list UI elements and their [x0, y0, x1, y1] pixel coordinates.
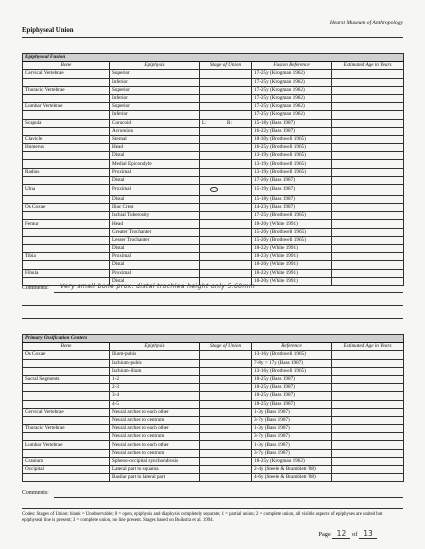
stage-cell[interactable]	[200, 127, 252, 135]
bone-cell	[23, 160, 110, 168]
bone-cell	[23, 359, 110, 367]
epiphysis-cell: Head	[110, 144, 200, 152]
age-cell[interactable]	[332, 457, 404, 465]
stage-cell[interactable]	[200, 228, 252, 236]
stage-cell[interactable]	[200, 400, 252, 408]
reference-cell: 13-19y (Brothwell 1965)	[252, 152, 332, 160]
epiphysis-cell: Medial Epicondyle	[110, 160, 200, 168]
table-row	[23, 457, 404, 465]
epiphysis-cell: Neural arches to centrum	[110, 433, 200, 441]
epiphysis-cell: Inferior	[110, 94, 200, 102]
reference-cell: 1-3y (Bass 1987)	[252, 408, 332, 416]
bone-cell: Radius	[23, 168, 110, 176]
epiphysis-cell: Distal	[110, 152, 200, 160]
table-row	[23, 359, 404, 367]
reference-cell: 18-20y (White 1991)	[252, 261, 332, 269]
handwritten-zero-mark	[210, 187, 218, 192]
epiphysis-cell: Neural arches to centrum	[110, 416, 200, 424]
epiphysis-cell: Basilar part to lateral part	[110, 474, 200, 482]
table-row	[23, 204, 404, 212]
epiphysis-cell: Proximal	[110, 168, 200, 176]
reference-cell: 18-23y (White 1991)	[252, 253, 332, 261]
epiphysis-cell: Superior	[110, 70, 200, 78]
reference-cell: 18-25y (Krogman 1962)	[252, 457, 332, 465]
stage-cell[interactable]	[200, 392, 252, 400]
table-row	[23, 176, 404, 184]
stage-cell[interactable]	[200, 185, 252, 196]
epiphysis-cell: 3-4	[110, 392, 200, 400]
epiphysis-cell: 2-3	[110, 384, 200, 392]
stage-cell[interactable]	[200, 245, 252, 253]
epiphysis-cell: Proximal	[110, 269, 200, 277]
age-cell[interactable]	[332, 103, 404, 111]
stage-cell[interactable]	[200, 474, 252, 482]
reference-cell: 18-30y (Brothwell 1965)	[252, 135, 332, 143]
stage-cell[interactable]	[200, 204, 252, 212]
age-cell[interactable]	[332, 367, 404, 375]
epiphysis-cell: Neural arches to each other	[110, 425, 200, 433]
column-header-row	[23, 343, 404, 351]
age-cell[interactable]	[332, 441, 404, 449]
bone-cell: Clavicle	[23, 135, 110, 143]
reference-cell: 17-25y (Krogman 1962)	[252, 111, 332, 119]
bone-cell	[23, 195, 110, 203]
age-cell[interactable]	[332, 119, 404, 127]
epiphysis-cell: Inferior	[110, 111, 200, 119]
stage-cell[interactable]	[200, 220, 252, 228]
table-row	[23, 433, 404, 441]
reference-cell: 15-18y (Bass 1987)	[252, 119, 332, 127]
bone-cell	[23, 449, 110, 457]
stage-cell[interactable]	[200, 111, 252, 119]
bone-cell: Os Coxae	[23, 204, 110, 212]
bone-cell	[23, 400, 110, 408]
age-cell[interactable]	[332, 433, 404, 441]
comments-label-2: Comments:	[22, 490, 49, 496]
reference-cell: 17-20y (Bass 1987)	[252, 176, 332, 184]
bone-cell: Occipital	[23, 466, 110, 474]
reference-cell: 18-25y (Bass 1987)	[252, 384, 332, 392]
table-row	[23, 367, 404, 375]
epiphysis-cell: Coracoid	[110, 119, 200, 127]
age-cell[interactable]	[332, 277, 404, 285]
table-row	[23, 135, 404, 143]
age-cell[interactable]	[332, 212, 404, 220]
stage-cell[interactable]	[200, 135, 252, 143]
table-row	[23, 152, 404, 160]
handwritten-comment: Very small bone prox. distal trochlea height only 5.60mm	[60, 283, 256, 290]
reference-cell: 3-7y (Bass 1987)	[252, 416, 332, 424]
age-cell[interactable]	[332, 228, 404, 236]
table-row	[23, 392, 404, 400]
bone-cell	[23, 261, 110, 269]
age-cell[interactable]	[332, 359, 404, 367]
age-cell[interactable]	[332, 236, 404, 244]
bone-cell	[23, 245, 110, 253]
stage-cell[interactable]	[200, 425, 252, 433]
age-cell[interactable]	[332, 253, 404, 261]
primary-ossification-table	[22, 334, 404, 482]
stage-right-mark: R:	[227, 119, 232, 126]
age-cell[interactable]	[332, 204, 404, 212]
age-cell[interactable]	[332, 70, 404, 78]
reference-cell: 17-25y (Krogman 1962)	[252, 78, 332, 86]
age-cell[interactable]	[332, 176, 404, 184]
epiphysis-cell: Acromion	[110, 127, 200, 135]
section-title: Primary Ossification Centers	[23, 335, 404, 343]
age-cell[interactable]	[332, 449, 404, 457]
col-header-stage: Stage of Union	[200, 343, 252, 351]
bone-cell	[23, 392, 110, 400]
epiphysis-cell: Distal	[110, 195, 200, 203]
age-cell[interactable]	[332, 384, 404, 392]
reference-cell: 13-16y (Brothwell 1965)	[252, 367, 332, 375]
bone-cell: Scapula	[23, 119, 110, 127]
section-header-row	[23, 54, 404, 62]
comments-label: Comments:	[22, 285, 49, 291]
age-cell[interactable]	[332, 245, 404, 253]
bone-cell	[23, 474, 110, 482]
table-row	[23, 103, 404, 111]
stage-cell[interactable]	[200, 236, 252, 244]
stage-cell[interactable]	[200, 269, 252, 277]
age-cell[interactable]	[332, 144, 404, 152]
bone-cell: Lumbar Vertebrae	[23, 441, 110, 449]
stage-left-mark: L:	[202, 119, 207, 126]
reference-cell: 18-25y (Bass 1987)	[252, 392, 332, 400]
reference-cell: 3-7y (Bass 1987)	[252, 449, 332, 457]
epiphysis-cell: 1-2	[110, 375, 200, 383]
stage-cell[interactable]	[200, 119, 252, 127]
epiphysis-cell: Distal	[110, 261, 200, 269]
epiphysis-cell: Ischium-pubis	[110, 359, 200, 367]
stage-cell[interactable]	[200, 466, 252, 474]
epiphysis-cell: Distal	[110, 277, 200, 285]
reference-cell: 18-22y (White 1991)	[252, 245, 332, 253]
stage-cell[interactable]	[200, 86, 252, 94]
reference-cell: 7-8y > 17y (Bass 1987)	[252, 359, 332, 367]
table-row	[23, 78, 404, 86]
col-header-bone: Bone	[23, 343, 110, 351]
age-cell[interactable]	[332, 185, 404, 196]
table-row	[23, 416, 404, 424]
stage-cell[interactable]	[200, 433, 252, 441]
epiphysis-cell: Head	[110, 220, 200, 228]
table-row	[23, 195, 404, 203]
reference-cell: 4-6y (Steele & Bramblett '88)	[252, 474, 332, 482]
stage-codes-legend: Codes: Stages of Union: blank = Unobservable; 0 = open, epiphysis and diaphysis completely separate; 1 = partial union; 2 = complete union, all visible aspects of epiphyses are united but epiphyseal line is present; 3 = complete union, no line present. Stages based on Buikstra et al. 1994.	[22, 512, 383, 523]
table-row	[23, 351, 404, 359]
stage-cell[interactable]	[200, 212, 252, 220]
age-cell[interactable]	[332, 400, 404, 408]
col-header-reference: Reference	[252, 343, 332, 351]
reference-cell: 15-20y (Brothwell 1965)	[252, 228, 332, 236]
comment-line-4	[54, 497, 403, 498]
stage-cell[interactable]	[200, 359, 252, 367]
table-row	[23, 408, 404, 416]
comment-line-2	[22, 305, 403, 306]
stage-cell[interactable]	[200, 449, 252, 457]
page-total: 13	[359, 529, 377, 539]
stage-cell[interactable]	[200, 408, 252, 416]
epiphysis-cell: Distal	[110, 176, 200, 184]
bone-cell: Sacral Segments	[23, 375, 110, 383]
table-row	[23, 261, 404, 269]
col-header-reference: Fusion Reference	[252, 62, 332, 70]
bone-cell: Os Coxae	[23, 351, 110, 359]
bone-cell	[23, 384, 110, 392]
title-divider	[22, 37, 403, 38]
comment-line-3	[22, 318, 403, 319]
reference-cell: 13-16y (Brothwell 1965)	[252, 351, 332, 359]
stage-cell[interactable]	[200, 78, 252, 86]
epiphysis-cell: 4-5	[110, 400, 200, 408]
stage-cell[interactable]	[200, 152, 252, 160]
epiphysis-cell: Greater Trochanter	[110, 228, 200, 236]
bone-cell: Fibula	[23, 269, 110, 277]
epiphysis-cell: Neural arches to each other	[110, 408, 200, 416]
table-row	[23, 70, 404, 78]
table-row	[23, 253, 404, 261]
age-cell[interactable]	[332, 351, 404, 359]
bone-cell	[23, 367, 110, 375]
epiphysis-cell: Lesser Trochanter	[110, 236, 200, 244]
epiphysis-cell: Ischial Tuberosity	[110, 212, 200, 220]
table-row	[23, 212, 404, 220]
page-current: 12	[332, 529, 350, 539]
age-cell[interactable]	[332, 416, 404, 424]
epiphysis-cell: Lateral part to squama	[110, 466, 200, 474]
reference-cell: 13-19y (Brothwell 1965)	[252, 160, 332, 168]
table-row	[23, 245, 404, 253]
age-cell[interactable]	[332, 152, 404, 160]
reference-cell: 2-4y (Steele & Bramblett '88)	[252, 466, 332, 474]
table-row	[23, 425, 404, 433]
reference-cell: 15-20y (Brothwell 1965)	[252, 236, 332, 244]
stage-cell[interactable]	[200, 160, 252, 168]
reference-cell: 17-25y (Krogman 1962)	[252, 86, 332, 94]
age-cell[interactable]	[332, 111, 404, 119]
col-header-age: Estimated Age in Years	[332, 343, 404, 351]
reference-cell: 14-23y (Bass 1987)	[252, 204, 332, 212]
table-row	[23, 228, 404, 236]
age-cell[interactable]	[332, 160, 404, 168]
reference-cell: 18-20y (White 1991)	[252, 277, 332, 285]
epiphysis-cell: Iliac Crest	[110, 204, 200, 212]
table-row	[23, 269, 404, 277]
reference-cell: 16-22y (Bass 1987)	[252, 127, 332, 135]
age-cell[interactable]	[332, 135, 404, 143]
epiphysis-cell: Superior	[110, 86, 200, 94]
bone-cell	[23, 228, 110, 236]
epiphysis-cell: Spheno-occipital synchondrosis	[110, 457, 200, 465]
reference-cell: 15-19y (Bass 1987)	[252, 185, 332, 196]
stage-cell[interactable]	[200, 441, 252, 449]
stage-cell[interactable]	[200, 103, 252, 111]
reference-cell: 17-25y (Krogman 1962)	[252, 103, 332, 111]
table-row	[23, 160, 404, 168]
stage-cell[interactable]	[200, 457, 252, 465]
reference-cell: 17-25y (Krogman 1962)	[252, 70, 332, 78]
reference-cell: 17-25y (Krogman 1962)	[252, 94, 332, 102]
table-row	[23, 144, 404, 152]
stage-cell[interactable]	[200, 375, 252, 383]
col-header-epiphysis: Epiphysis	[110, 62, 200, 70]
reference-cell: 16-25y (Brothwell 1965)	[252, 144, 332, 152]
section-header-row	[23, 335, 404, 343]
table-row	[23, 127, 404, 135]
stage-cell[interactable]	[200, 168, 252, 176]
table-row	[23, 86, 404, 94]
stage-cell[interactable]	[200, 416, 252, 424]
reference-cell: 1-3y (Bass 1987)	[252, 425, 332, 433]
bone-cell: Lumbar Vertebrae	[23, 103, 110, 111]
epiphysis-cell: Ilium-pubis	[110, 351, 200, 359]
col-header-bone: Bone	[23, 62, 110, 70]
reference-cell: 18-25y (Bass 1987)	[252, 375, 332, 383]
epiphysis-cell: Inferior	[110, 78, 200, 86]
reference-cell: 3-7y (Bass 1987)	[252, 433, 332, 441]
bone-cell	[23, 212, 110, 220]
table-row	[23, 168, 404, 176]
bone-cell	[23, 152, 110, 160]
age-cell[interactable]	[332, 261, 404, 269]
bone-cell: Cranium	[23, 457, 110, 465]
reference-cell: 18-22y (White 1991)	[252, 269, 332, 277]
age-cell[interactable]	[332, 195, 404, 203]
stage-cell[interactable]	[200, 351, 252, 359]
age-cell[interactable]	[332, 78, 404, 86]
table-row	[23, 111, 404, 119]
stage-cell[interactable]	[200, 261, 252, 269]
age-cell[interactable]	[332, 375, 404, 383]
column-header-row	[23, 62, 404, 70]
bone-cell: Thoracic Vertebrae	[23, 425, 110, 433]
reference-cell: 18-20y (White 1991)	[252, 220, 332, 228]
bone-cell	[23, 236, 110, 244]
reference-cell: 1-3y (Bass 1987)	[252, 441, 332, 449]
reference-cell: 13-19y (Brothwell 1965)	[252, 168, 332, 176]
bone-cell	[23, 433, 110, 441]
bone-cell: Humerus	[23, 144, 110, 152]
bone-cell	[23, 94, 110, 102]
reference-cell: 15-18y (Bass 1987)	[252, 195, 332, 203]
page-title: Epiphyseal Union	[22, 27, 74, 34]
stage-cell[interactable]	[200, 144, 252, 152]
table-row	[23, 375, 404, 383]
page-number: Page 12 of 13	[318, 529, 377, 539]
stage-cell[interactable]	[200, 70, 252, 78]
epiphysis-cell: Neural arches to centrum	[110, 449, 200, 457]
table-row	[23, 185, 404, 196]
epiphysis-cell: Distal	[110, 245, 200, 253]
table-row	[23, 466, 404, 474]
bone-cell: Tibia	[23, 253, 110, 261]
table-row	[23, 400, 404, 408]
col-header-age: Estimated Age in Years	[332, 62, 404, 70]
bone-cell	[23, 111, 110, 119]
bone-cell	[23, 127, 110, 135]
epiphysis-cell: Ischium-ilium	[110, 367, 200, 375]
table-row	[23, 220, 404, 228]
table-row	[23, 449, 404, 457]
stage-cell[interactable]	[200, 195, 252, 203]
bone-cell: Thoracic Vertebrae	[23, 86, 110, 94]
epiphyseal-fusion-table	[22, 53, 404, 286]
age-cell[interactable]	[332, 466, 404, 474]
stage-cell[interactable]	[200, 253, 252, 261]
col-header-stage: Stage of Union	[200, 62, 252, 70]
bone-cell	[23, 416, 110, 424]
stage-cell[interactable]	[200, 384, 252, 392]
epiphysis-cell: Proximal	[110, 185, 200, 196]
comment-line-5	[22, 508, 403, 509]
institution-name: Hearst Museum of Anthropology	[329, 20, 403, 26]
age-cell[interactable]	[332, 392, 404, 400]
bone-cell: Cervical Vertebrae	[23, 70, 110, 78]
age-cell[interactable]	[332, 86, 404, 94]
age-cell[interactable]	[332, 127, 404, 135]
col-header-epiphysis: Epiphysis	[110, 343, 200, 351]
table-row	[23, 384, 404, 392]
bone-cell	[23, 176, 110, 184]
table-row	[23, 474, 404, 482]
bone-cell	[23, 78, 110, 86]
comment-line	[54, 292, 403, 293]
age-cell[interactable]	[332, 269, 404, 277]
table-row	[23, 441, 404, 449]
table-row	[23, 94, 404, 102]
reference-cell: 17-25y (Brothwell 1965)	[252, 212, 332, 220]
stage-cell[interactable]	[200, 176, 252, 184]
age-cell[interactable]	[332, 94, 404, 102]
age-cell[interactable]	[332, 425, 404, 433]
bone-cell: Femur	[23, 220, 110, 228]
age-cell[interactable]	[332, 220, 404, 228]
epiphysis-cell: Sternal	[110, 135, 200, 143]
bone-cell: Cervical Vertebrae	[23, 408, 110, 416]
age-cell[interactable]	[332, 408, 404, 416]
bone-cell: Ulna	[23, 185, 110, 196]
reference-cell: 18-25y (Bass 1987)	[252, 400, 332, 408]
epiphysis-cell: Proximal	[110, 253, 200, 261]
table-row	[23, 236, 404, 244]
age-cell[interactable]	[332, 474, 404, 482]
section-title: Epiphyseal Fusion	[23, 54, 404, 62]
stage-cell[interactable]	[200, 94, 252, 102]
stage-cell[interactable]	[200, 367, 252, 375]
table-row	[23, 119, 404, 127]
epiphysis-cell: Superior	[110, 103, 200, 111]
age-cell[interactable]	[332, 168, 404, 176]
epiphysis-cell: Neural arches to each other	[110, 441, 200, 449]
